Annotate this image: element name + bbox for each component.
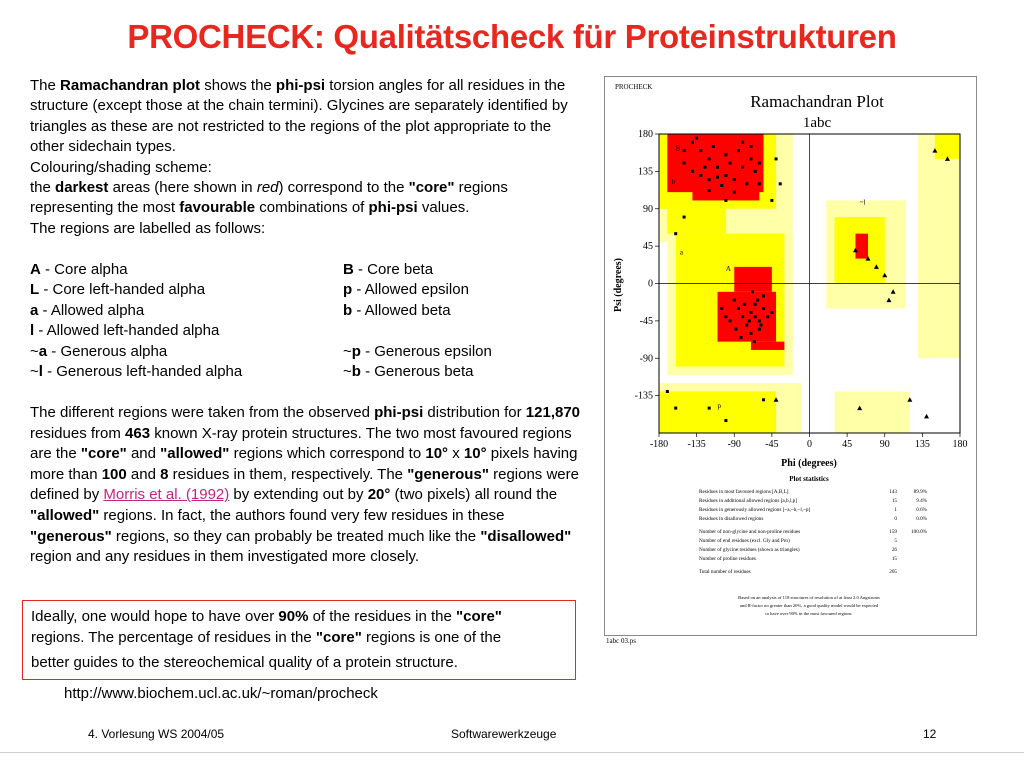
stats-count: 159 [889, 529, 897, 535]
x-tick-label: 135 [914, 439, 930, 450]
residue-point [760, 324, 763, 327]
stats-label: Number of end residues (excl. Gly and Pro) [699, 538, 790, 544]
core-region-alpha [734, 267, 772, 292]
ramachandran-plot [605, 77, 977, 636]
x-axis-label: Phi (degrees) [781, 458, 837, 469]
residue-point [766, 315, 769, 318]
residue-point [751, 290, 754, 293]
residue-point [758, 182, 761, 185]
residue-point [734, 328, 737, 331]
bold-term: 90% [278, 608, 309, 625]
residue-point [741, 315, 744, 318]
y-tick-label: 180 [638, 129, 653, 140]
region-label: ~l [859, 198, 866, 207]
stats-count: 5 [894, 538, 897, 544]
legend-entry: b - Allowed beta [343, 301, 451, 319]
bold-term: "core" [456, 608, 502, 625]
bold-term: 10° [463, 445, 487, 463]
x-tick-label: -45 [765, 439, 779, 450]
residue-point [724, 315, 727, 318]
footer-divider [0, 752, 1024, 753]
plot-subtitle: 1abc [802, 115, 832, 131]
residue-point [762, 398, 765, 401]
core-region-left-alpha [855, 234, 868, 259]
stats-percent: 0.0% [916, 516, 927, 522]
residue-point [733, 299, 736, 302]
legend-entry: A - Core alpha [30, 261, 128, 278]
stats-label: Residues in most favoured regions [A,B,L] [699, 489, 789, 495]
bold-term: phi-psi [368, 199, 418, 217]
stats-count: 15 [891, 556, 897, 562]
residue-point [724, 153, 727, 156]
residue-point [758, 162, 761, 165]
residue-point [716, 166, 719, 169]
residue-point [733, 191, 736, 194]
plot-header: PROCHECK [615, 83, 653, 91]
y-tick-label: 135 [638, 166, 653, 178]
x-tick-label: 0 [807, 439, 812, 450]
legend-entry: l - Allowed left-handed alpha [30, 322, 220, 340]
residue-point [674, 232, 677, 235]
box-line-3: better guides to the stereochemical quality of a protein structure. [31, 654, 458, 671]
stats-percent: 100.0% [911, 529, 927, 535]
residue-point [779, 182, 782, 185]
region-legend [30, 260, 585, 382]
regions-paragraph: The different regions were taken from the observed phi-psi distribution for 121,870 residues from 463 known X-ray protein structures. The two most favoured regions are the "core" and "allowed" regions which correspond to 10° x 10° pixels having more than 100 and 8 residues in them, respectively. The "generous" regions were defined by Morris et al. (1992) by extending out by 20° (two pixels) all round the "allowed" regions. In fact, the authors found very few residues in these "generous" regions, so they can probably be treated much like the "disallowed" region and any residues in them investigated more closely. [30, 404, 581, 566]
residue-point [683, 162, 686, 165]
bold-term: "disallowed" [480, 527, 572, 545]
generous-region [918, 134, 960, 358]
residue-point [699, 149, 702, 152]
box-line-2: regions. The percentage of residues in the "core" regions is one of the [31, 629, 502, 646]
legend-entry: ~l - Generous left-handed alpha [30, 362, 243, 380]
residue-point [749, 157, 752, 160]
residue-point [724, 199, 727, 202]
residue-point [743, 303, 746, 306]
legend-row [30, 362, 585, 382]
y-tick-label: -135 [634, 390, 653, 402]
y-tick-label: -45 [639, 315, 653, 327]
region-label: a [679, 248, 684, 257]
legend-row [30, 321, 585, 341]
bold-term: Ramachandran plot [60, 77, 201, 94]
quality-note-box [22, 600, 576, 680]
residue-point [737, 149, 740, 152]
core-region-alpha [751, 342, 784, 350]
generous-region [835, 391, 910, 433]
stats-count: 0 [894, 516, 897, 522]
region-label: p [717, 402, 722, 411]
stats-count: 26 [891, 547, 897, 553]
x-tick-label: -180 [649, 439, 669, 450]
y-tick-label: -90 [639, 353, 653, 365]
residue-point [758, 319, 761, 322]
y-tick-label: 90 [643, 203, 653, 215]
bold-term: 100 [101, 465, 127, 483]
bold-term: phi-psi [275, 77, 326, 94]
residue-point [683, 149, 686, 152]
residue-point [708, 189, 711, 192]
legend-entry: ~p - Generous epsilon [343, 342, 492, 360]
box-line-1: Ideally, one would hope to have over 90% of the residues in the "core" [31, 608, 502, 625]
bold-term: 463 [125, 424, 151, 442]
residue-point [758, 328, 761, 331]
bold-term: 10° [425, 445, 449, 463]
footer-page-number: 12 [923, 727, 937, 741]
x-tick-label: 90 [879, 439, 890, 450]
bold-term: "generous" [30, 527, 112, 545]
stats-title: Plot statistics [789, 475, 829, 483]
stats-footnote: and R-factor no greater than 20%, a good quality model would be expected [739, 603, 879, 608]
legend-entry: L - Core left-handed alpha [30, 281, 206, 299]
residue-point [770, 199, 773, 202]
stats-count: 15 [891, 498, 897, 504]
residue-point [745, 182, 748, 185]
darkest-paragraph: the darkest areas (here shown in red) correspond to the "core" regions representing the most favourable combinations of phi-psi values. [30, 179, 508, 217]
residue-point [741, 141, 744, 144]
stats-footnote: to have over 90% in the most favoured regions. [765, 611, 853, 616]
residue-point [753, 340, 756, 343]
residue-point [749, 145, 752, 148]
slide-title: PROCHECK: Qualitätscheck für Proteinstrukturen [127, 18, 897, 55]
residue-point [699, 174, 702, 177]
residue-point [724, 419, 727, 422]
residue-point [749, 332, 752, 335]
colouring-line: Colouring/shading scheme: [30, 158, 212, 176]
residue-point [729, 162, 732, 165]
y-tick-label: 45 [643, 241, 653, 253]
legend-entry: ~a - Generous alpha [30, 342, 168, 360]
legend-row [30, 260, 585, 280]
legend-entry: a - Allowed alpha [30, 301, 145, 319]
y-axis-label: Psi (degrees) [613, 258, 624, 312]
footer-lecture: 4. Vorlesung WS 2004/05 [88, 727, 225, 741]
bold-term: "core" [80, 445, 127, 463]
residue-point [683, 216, 686, 219]
residue-point [712, 145, 715, 148]
residue-point [770, 311, 773, 314]
bold-term: "generous" [407, 465, 489, 483]
stats-label: Residues in generously allowed regions [~a,~b,~l,~p] [699, 507, 811, 513]
residue-point [762, 294, 765, 297]
stats-count: 1 [894, 507, 897, 513]
bold-term: favourable [179, 199, 256, 217]
ramachandran-plot-image [604, 76, 977, 636]
bold-term: 8 [160, 465, 169, 483]
y-tick-label: 0 [648, 278, 653, 290]
stats-footnote: Based on an analysis of 118 structures of resolution of at least 2.0 Angstroms [738, 595, 880, 600]
residue-point [724, 174, 727, 177]
stats-label: Residues in disallowed regions [699, 516, 764, 522]
labelled-line: The regions are labelled as follows: [30, 219, 266, 237]
x-tick-label: 45 [842, 439, 853, 450]
bold-term: phi-psi [374, 404, 424, 421]
stats-percent: 89.9% [913, 489, 927, 495]
residue-point [691, 141, 694, 144]
residue-point [708, 178, 711, 181]
residue-point [754, 170, 757, 173]
residue-point [741, 166, 744, 169]
residue-point [720, 307, 723, 310]
residue-point [729, 319, 732, 322]
residue-point [745, 324, 748, 327]
residue-point [703, 166, 706, 169]
reference-link[interactable]: Morris et al. (1992) [103, 486, 230, 504]
allowed-region [659, 391, 776, 433]
residue-point [748, 319, 751, 322]
plot-caption: 1abc 03.ps [606, 637, 636, 645]
residue-point [749, 311, 752, 314]
residue-point [762, 307, 765, 310]
stats-label: Number of non-glycine and non-proline residues [699, 529, 801, 535]
bold-term: 20° [367, 486, 391, 504]
plot-title: Ramachandran Plot [750, 92, 884, 111]
bold-term: 121,870 [525, 404, 581, 421]
legend-entry: p - Allowed epsilon [343, 281, 469, 299]
residue-point [756, 299, 759, 302]
italic-term: red [256, 179, 279, 197]
bold-term: "core" [408, 179, 455, 197]
region-label: A [725, 265, 731, 274]
x-tick-label: 180 [952, 439, 968, 450]
legend-row [30, 280, 585, 300]
residue-point [674, 407, 677, 410]
residue-point [708, 407, 711, 410]
residue-point [666, 390, 669, 393]
stats-label: Number of glycine residues (shown as triangles) [699, 547, 800, 553]
legend-entry: ~b - Generous beta [343, 362, 474, 380]
residue-point [754, 303, 757, 306]
footer-course: Softwarewerkzeuge [451, 727, 557, 741]
residue-point [733, 178, 736, 181]
stats-label: Total number of residues [699, 569, 751, 575]
stats-count: 205 [889, 569, 897, 575]
bold-term: "core" [315, 629, 362, 646]
residue-point [754, 315, 757, 318]
legend-entry: B - Core beta [343, 261, 434, 278]
x-tick-label: -90 [727, 439, 741, 450]
bold-term: "allowed" [160, 445, 230, 463]
stats-count: 143 [889, 489, 897, 495]
residue-point [775, 157, 778, 160]
stats-label: Number of proline residues [699, 556, 756, 562]
stats-percent: 0.6% [916, 507, 927, 513]
allowed-region [935, 134, 960, 159]
region-label: b [671, 177, 676, 186]
intro-text [30, 76, 585, 239]
bold-term: "allowed" [30, 506, 100, 524]
residue-point [720, 184, 723, 187]
residue-point [695, 137, 698, 140]
x-tick-label: -135 [687, 439, 706, 450]
procheck-url[interactable]: http://www.biochem.ucl.ac.uk/~roman/procheck [64, 685, 378, 702]
region-label: B [675, 144, 681, 153]
core-region-beta [667, 134, 763, 192]
residue-point [737, 307, 740, 310]
stats-percent: 9.4% [916, 498, 927, 504]
legend-row [30, 342, 585, 362]
residue-point [739, 336, 742, 339]
bold-term: darkest [55, 179, 109, 197]
residue-point [708, 157, 711, 160]
allowed-region [667, 200, 726, 233]
stats-label: Residues in additional allowed regions [a,b,l,p] [699, 498, 797, 504]
residue-point [716, 176, 719, 179]
intro-paragraph: The Ramachandran plot shows the phi-psi torsion angles for all residues in the structure (except those at the chain termini). Glycines are separately identified by triangles as these are not restricted to the regions of the plot appropriate to the other sidechain types. [30, 77, 568, 156]
residue-point [691, 170, 694, 173]
core-region-beta [692, 188, 759, 200]
legend-row [30, 301, 585, 321]
